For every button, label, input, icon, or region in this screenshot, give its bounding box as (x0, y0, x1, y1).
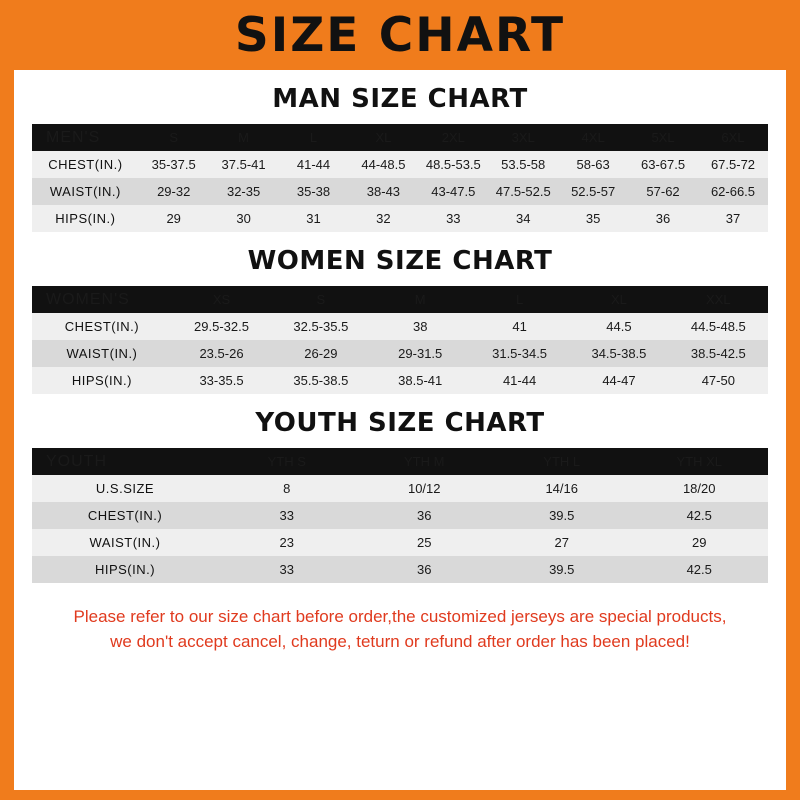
table-row (32, 151, 768, 178)
table-row (32, 205, 768, 232)
col-head-s: S (169, 130, 179, 145)
cell: 39.5 (549, 562, 575, 577)
cell: 62-66.5 (710, 184, 756, 199)
cell: 34 (515, 211, 531, 226)
table-header-row (32, 286, 768, 313)
row-label-chest: CHEST(IN.) (48, 157, 123, 172)
cell: 32 (376, 211, 391, 226)
cell: 41 (512, 319, 527, 334)
row-label-hips: HIPS(IN.) (55, 211, 116, 226)
cell: 37.5-41 (221, 157, 266, 172)
cell: 31 (306, 211, 321, 226)
cell: 36 (417, 562, 432, 577)
cell: 43-47.5 (431, 184, 476, 199)
table-man (32, 124, 768, 232)
footer-note-line-1: Please refer to our size chart before order,the customized jerseys are special products, (73, 607, 727, 626)
col-head-l: L (309, 130, 318, 145)
row-label-waist: WAIST(IN.) (66, 346, 138, 361)
cell: 30 (236, 211, 251, 226)
cell: 29 (166, 211, 181, 226)
cell: 39.5 (549, 508, 575, 523)
table-row (32, 529, 768, 556)
cell: 29-32 (157, 184, 191, 199)
col-head-4xl: 4XL (581, 130, 605, 145)
cell: 35 (585, 211, 601, 226)
cell: 25 (417, 535, 432, 550)
table-row (32, 340, 768, 367)
cell: 38.5-41 (398, 373, 443, 388)
table-row (32, 313, 768, 340)
cell: 52.5-57 (571, 184, 616, 199)
section-title-women: WOMEN SIZE CHART (247, 246, 553, 276)
col-head-yth-m: YTH M (404, 454, 445, 469)
row-label-hips: HIPS(IN.) (94, 562, 156, 577)
cell: 44.5 (606, 319, 632, 334)
cell: 38.5-42.5 (690, 346, 746, 361)
cell: 67.5-72 (710, 157, 756, 172)
cell: 10/12 (407, 481, 441, 496)
cell: 44-48.5 (361, 157, 406, 172)
cell: 33-35.5 (199, 373, 244, 388)
table-row (32, 475, 768, 502)
cell: 29-31.5 (398, 346, 443, 361)
cell: 38-43 (366, 184, 401, 199)
row-label-chest: CHEST(IN.) (87, 508, 163, 523)
col-head-mens: MEN'S (46, 128, 101, 146)
page-title: SIZE CHART (234, 7, 566, 63)
cell: 23 (279, 535, 294, 550)
cell: 33 (446, 211, 461, 226)
col-head-l: L (515, 292, 524, 307)
section-man (14, 84, 786, 232)
cell: 26-29 (304, 346, 338, 361)
cell: 29.5-32.5 (194, 319, 249, 334)
cell: 37 (725, 211, 741, 226)
cell: 38 (412, 319, 428, 334)
footer-note (14, 595, 786, 654)
table-row (32, 367, 768, 394)
cell: 47-50 (701, 373, 735, 388)
cell: 33 (279, 508, 294, 523)
cell: 41-44 (502, 373, 537, 388)
table-row (32, 178, 768, 205)
cell: 32.5-35.5 (293, 319, 349, 334)
col-head-yth-xl: YTH XL (676, 454, 722, 469)
footer-note-line-2: we don't accept cancel, change, teturn or refund after order has been placed! (110, 631, 690, 651)
cell: 42.5 (686, 562, 712, 577)
section-youth (14, 408, 786, 583)
cell: 35-37.5 (151, 157, 196, 172)
col-head-xl: XL (610, 292, 627, 307)
cell: 18/20 (682, 481, 716, 496)
col-head-3xl: 3XL (511, 130, 535, 145)
col-head-m: M (238, 130, 250, 145)
section-title-man: MAN SIZE CHART (272, 84, 528, 114)
cell: 48.5-53.5 (425, 157, 481, 172)
table-header-row (32, 124, 768, 151)
section-title-youth: YOUTH SIZE CHART (255, 408, 545, 438)
col-head-6xl: 6XL (721, 130, 745, 145)
cell: 32-35 (226, 184, 261, 199)
cell: 8 (283, 481, 291, 496)
row-label-hips: HIPS(IN.) (71, 373, 132, 388)
row-label-us-size: U.S.SIZE (95, 481, 155, 496)
cell: 42.5 (686, 508, 712, 523)
col-head-s: S (316, 292, 326, 307)
cell: 14/16 (545, 481, 578, 496)
table-row (32, 502, 768, 529)
row-label-waist: WAIST(IN.) (89, 535, 161, 550)
col-head-womens: WOMEN'S (46, 290, 130, 308)
cell: 53.5-58 (501, 157, 546, 172)
cell: 44.5-48.5 (690, 319, 746, 334)
cell: 57-62 (646, 184, 680, 199)
col-head-youth: YOUTH (46, 452, 107, 470)
table-row (32, 556, 768, 583)
col-head-5xl: 5XL (651, 130, 675, 145)
row-label-waist: WAIST(IN.) (49, 184, 121, 199)
cell: 44-47 (602, 373, 636, 388)
cell: 36 (417, 508, 432, 523)
cell: 58-63 (576, 157, 610, 172)
cell: 34.5-38.5 (591, 346, 647, 361)
row-label-chest: CHEST(IN.) (64, 319, 140, 334)
cell: 35-38 (296, 184, 331, 199)
col-head-yth-l: YTH L (543, 454, 581, 469)
cell: 63-67.5 (640, 157, 686, 172)
cell: 47.5-52.5 (495, 184, 551, 199)
col-head-xs: XS (212, 292, 231, 307)
banner (0, 0, 800, 70)
col-head-yth-s: YTH S (267, 454, 306, 469)
cell: 27 (554, 535, 569, 550)
section-women (14, 246, 786, 394)
table-header-row (32, 448, 768, 475)
bottom-accent-strip (0, 790, 800, 800)
cell: 41-44 (296, 157, 331, 172)
cell: 23.5-26 (199, 346, 244, 361)
col-head-xl: XL (375, 130, 392, 145)
cell: 33 (279, 562, 294, 577)
cell: 29 (692, 535, 707, 550)
col-head-xxl: XXL (706, 292, 731, 307)
table-women (32, 286, 768, 394)
cell: 35.5-38.5 (293, 373, 349, 388)
col-head-2xl: 2XL (441, 130, 465, 145)
table-youth (32, 448, 768, 583)
cell: 36 (655, 211, 671, 226)
col-head-m: M (414, 292, 426, 307)
cell: 31.5-34.5 (492, 346, 548, 361)
